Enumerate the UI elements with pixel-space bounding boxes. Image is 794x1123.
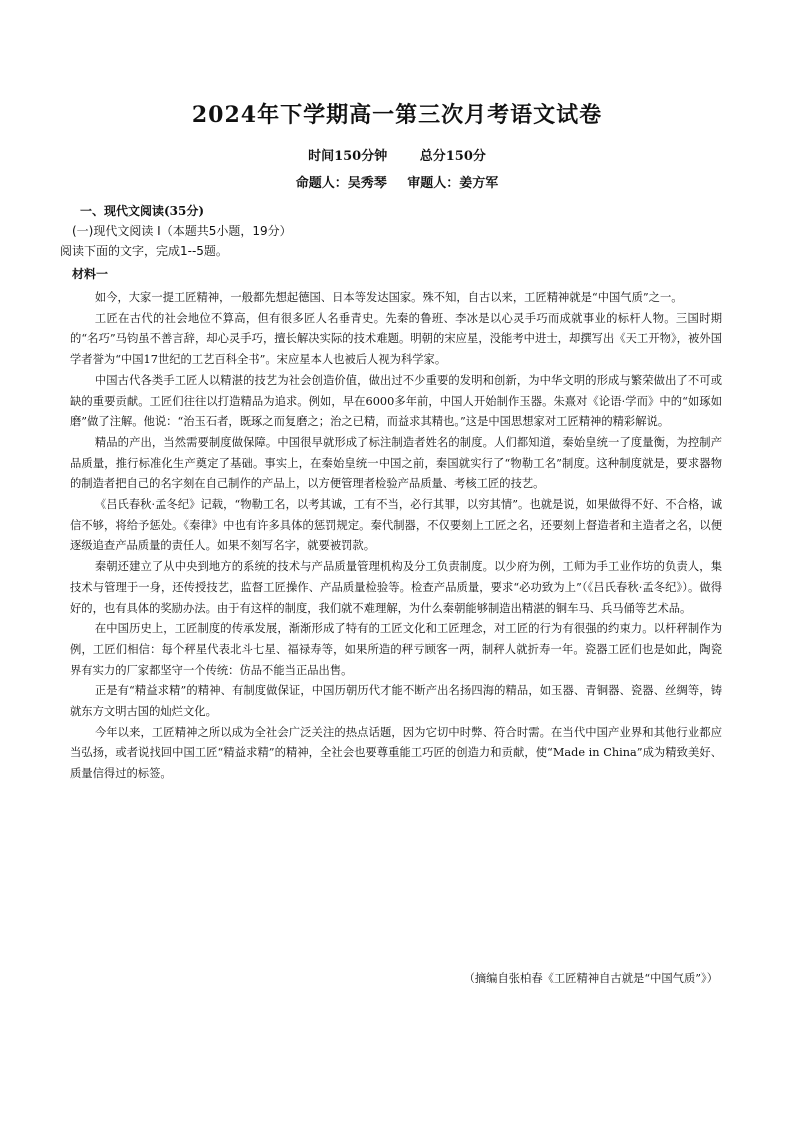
article-paragraph: 秦朝还建立了从中央到地方的系统的技术与产品质量管理机构及分工负责制度。以少府为例，工师为手工业作坊的负责人，集技术与管理于一身，还传授技艺，监督工匠操作、产品质量检验等。检查产品质量，要求“必功致为上”（《吕氏春秋·孟冬纪》）。做得好的，也有具体的奖励办法。由于有这样的制度，我们就不难理解，为什么秦朝能够制造出精湛的铜车马、兵马俑等艺术品。 xyxy=(70,560,722,615)
article-source: （摘编自张柏春《工匠精神自古就是“中国气质”》） xyxy=(463,972,718,985)
article-paragraph: 精品的产出，当然需要制度做保障。中国很早就形成了标注制造者姓名的制度。人们都知道，秦始皇统一了度量衡，为控制产品质量，推行标准化生产奠定了基础。事实上，在秦始皇统一中国之前，秦国就实行了“物勒工名”制度。这种制度就是，要求器物的制造者把自己的名字刻在自己制作的产品上，以方便管理者检验产品质量、考核工匠的技艺。 xyxy=(70,435,722,491)
exam-time: 时间150分钟 xyxy=(308,149,388,164)
article-paragraph: 《吕氏春秋·孟冬纪》记载，“物勒工名，以考其诚，工有不当，必行其罪，以穷其情”。也就是说，如果做得不好、不合格，诚信不够，将给予惩处。《秦律》中也有许多具体的惩罚规定。秦代制器，不仅要刻上工匠之名，还要刻上督造者和主造者之名，以便逐级追查产品质量的责任人。如果不刻写名字，就要被罚款。 xyxy=(70,498,722,553)
article-paragraph: 在中国历史上，工匠制度的传承发展，渐渐形成了特有的工匠文化和工匠理念，对工匠的行为有很强的约束力。以杆秤制作为例，工匠们相信：每个秤星代表北斗七星、福禄寿等，如果所造的秤亏顾客一两，制秤人就折寿一年。瓷器工匠们也是如此，陶瓷界有实力的厂家都坚守一个传统：仿品不能当正品出售。 xyxy=(70,622,722,677)
article-paragraph: 中国古代各类手工匠人以精湛的技艺为社会创造价值，做出过不少重要的发明和创新，为中华文明的形成与繁荣做出了不可或缺的重要贡献。工匠们往往以打造精品为追求。例如，早在6000多年前，中国人开始制作玉器。朱熹对《论语·学而》中的“如琢如磨”做了注解。他说：“治玉石者，既琢之而复磨之；治之已精，而益求其精也。”这是中国思想家对工匠精神的精彩解说。 xyxy=(70,373,722,429)
article-paragraph: 工匠在古代的社会地位不算高，但有很多匠人名垂青史。先秦的鲁班、李冰是以心灵手巧而成就事业的标杆人物。三国时期的“名巧”马钧虽不善言辞，却心灵手巧，擅长解决实际的技术难题。明朝的宋应星，没能考中进士，却撰写出《天工开物》，被外国学者誉为“中国17世纪的工艺百科全书”。宋应星本人也被后人视为科学家。 xyxy=(70,311,722,367)
article-body xyxy=(70,288,722,785)
page-title: 2024年下学期高一第三次月考语文试卷 xyxy=(191,102,603,128)
material-label: 材料一 xyxy=(72,267,109,281)
article-paragraph: 正是有“精益求精”的精神、有制度做保证，中国历朝历代才能不断产出名扬四海的精品，如玉器、青铜器、瓷器、丝绸等，铸就东方文明古国的灿烂文化。 xyxy=(70,684,722,719)
subsection-heading: (一)现代文阅读 Ⅰ（本题共5小题，19分） xyxy=(72,224,292,238)
reading-instruction: 阅读下面的文字，完成1--5题。 xyxy=(60,244,228,258)
exam-authors xyxy=(0,172,794,191)
section-heading: 一、现代文阅读(35分) xyxy=(80,204,205,218)
exam-time-score xyxy=(0,145,794,164)
article-paragraph: 今年以来，工匠精神之所以成为全社会广泛关注的热点话题，因为它切中时弊、符合时需。在当代中国产业界和其他行业都应当弘扬，或者说找回中国工匠“精益求精”的精神，全社会也要尊重能工巧匠的创造力和贡献，使“Made in China”成为精致美好、质量信得过的标签。 xyxy=(70,725,722,781)
exam-total-score: 总分150分 xyxy=(419,149,486,164)
exam-author: 命题人：吴秀琴 xyxy=(295,176,387,191)
article-paragraph: 如今，大家一提工匠精神，一般都先想起德国、日本等发达国家。殊不知，自古以来，工匠精神就是“中国气质”之一。 xyxy=(94,291,683,304)
exam-reviewer: 审题人：姜方军 xyxy=(407,176,499,191)
